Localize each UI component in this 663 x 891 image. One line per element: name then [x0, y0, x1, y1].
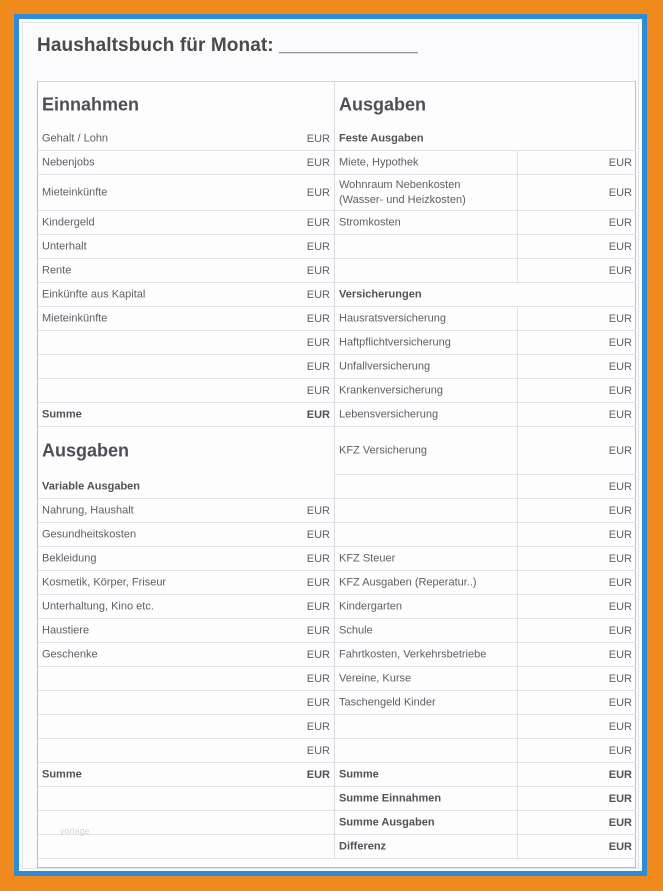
currency-label: EUR	[608, 384, 632, 397]
income-row-label: Rente	[42, 264, 72, 276]
insurance-heading	[335, 283, 636, 307]
expense-row-label: Kosmetik, Körper, Friseur	[42, 576, 167, 588]
income-row	[38, 235, 334, 259]
income-row	[38, 259, 334, 283]
currency-label: EUR	[608, 444, 632, 457]
currency-label: EUR	[306, 288, 330, 301]
currency-label: EUR	[608, 600, 632, 613]
currency-label: EUR	[608, 408, 632, 421]
column-divider	[517, 619, 518, 642]
expense-row-label: Bekleidung	[42, 552, 97, 564]
income-heading-label: Einnahmen	[42, 94, 140, 114]
right-expense-heading	[335, 82, 636, 127]
insurance-row	[335, 691, 636, 715]
summary-row-label: Summe Ausgaben	[339, 816, 435, 828]
currency-label: EUR	[608, 186, 632, 199]
expense-row	[38, 691, 334, 715]
column-divider	[517, 175, 518, 210]
currency-label: EUR	[306, 624, 330, 637]
currency-label: EUR	[608, 216, 632, 229]
column-divider	[517, 151, 518, 174]
inner-frame	[22, 22, 639, 869]
currency-label: EUR	[306, 672, 330, 685]
currency-label: EUR	[608, 768, 632, 781]
currency-label: EUR	[608, 816, 632, 829]
currency-label: EUR	[608, 624, 632, 637]
income-row	[38, 307, 334, 331]
income-row	[38, 379, 334, 403]
income-row	[38, 331, 334, 355]
expense-row	[38, 619, 334, 643]
insurance-row-label: Krankenversicherung	[339, 384, 443, 396]
currency-label: EUR	[608, 264, 632, 277]
column-divider	[517, 715, 518, 738]
insurance-row-label: Kindergarten	[339, 600, 402, 612]
page-frame	[14, 14, 647, 876]
expense-row	[38, 667, 334, 691]
income-row-label: Gehalt / Lohn	[42, 132, 109, 144]
insurance-row-label: Taschengeld Kinder	[339, 696, 436, 708]
fixed-expense-row	[335, 175, 636, 211]
column-divider	[517, 547, 518, 570]
right-expense-heading-label: Ausgaben	[339, 94, 427, 114]
column-divider	[517, 475, 518, 498]
summary-row-label: Summe	[339, 768, 379, 780]
column-divider	[517, 595, 518, 618]
expense-row	[38, 523, 334, 547]
expense-row	[38, 571, 334, 595]
income-row-label: Summe	[42, 408, 82, 420]
insurance-row-label: Vereine, Kurse	[339, 672, 412, 684]
currency-label: EUR	[608, 480, 632, 493]
expense-row	[38, 763, 334, 787]
column-divider	[517, 835, 518, 858]
currency-label: EUR	[306, 648, 330, 661]
currency-label: EUR	[306, 600, 330, 613]
page-title: Haushaltsbuch für Monat: _____________	[37, 35, 418, 56]
summary-row	[335, 763, 636, 787]
currency-label: EUR	[306, 336, 330, 349]
expense-row-label: Haustiere	[42, 624, 90, 636]
income-row-label: Kindergeld	[42, 216, 95, 228]
income-row	[38, 403, 334, 427]
column-divider	[517, 571, 518, 594]
right-column	[334, 82, 636, 859]
currency-label: EUR	[306, 156, 330, 169]
summary-row-label: Summe Einnahmen	[339, 792, 442, 804]
column-divider	[517, 331, 518, 354]
income-row-label: Mieteinkünfte	[42, 312, 108, 324]
insurance-row	[335, 307, 636, 331]
column-divider	[517, 763, 518, 786]
fixed-expense-row	[335, 259, 636, 283]
expense-heading-label: Ausgaben	[42, 440, 130, 461]
currency-label: EUR	[306, 552, 330, 565]
fixed-expense-row-label: Miete, Hypothek	[339, 156, 419, 168]
expense-row	[38, 595, 334, 619]
currency-label: EUR	[608, 552, 632, 565]
currency-label: EUR	[608, 360, 632, 373]
column-divider	[517, 379, 518, 402]
insurance-row-label: KFZ Steuer	[339, 552, 396, 564]
column-divider	[517, 523, 518, 546]
summary-row	[335, 787, 636, 811]
currency-label: EUR	[306, 132, 330, 145]
summary-row	[335, 835, 636, 859]
income-row	[38, 211, 334, 235]
column-divider	[517, 739, 518, 762]
column-divider	[517, 259, 518, 282]
currency-label: EUR	[608, 504, 632, 517]
insurance-row	[335, 643, 636, 667]
empty-row	[38, 787, 334, 811]
fixed-expense-row-label: Wohnraum Nebenkosten (Wasser- und Heizkosten)	[339, 178, 466, 206]
insurance-row	[335, 475, 636, 499]
currency-label: EUR	[608, 156, 632, 169]
column-divider	[517, 787, 518, 810]
expense-row	[38, 643, 334, 667]
currency-label: EUR	[608, 240, 632, 253]
insurance-row	[335, 739, 636, 763]
column-divider	[517, 691, 518, 714]
currency-label: EUR	[306, 408, 330, 421]
currency-label: EUR	[608, 576, 632, 589]
currency-label: EUR	[306, 744, 330, 757]
column-divider	[517, 427, 518, 474]
income-row-label: Unterhalt	[42, 240, 87, 252]
expense-row-label: Unterhaltung, Kino etc.	[42, 600, 154, 612]
insurance-row	[335, 403, 636, 427]
column-divider	[517, 811, 518, 834]
expense-row	[38, 715, 334, 739]
currency-label: EUR	[306, 528, 330, 541]
income-row	[38, 355, 334, 379]
column-divider	[517, 643, 518, 666]
expense-row-label: Gesundheitskosten	[42, 528, 137, 540]
income-heading	[38, 82, 334, 127]
income-row-label: Nebenjobs	[42, 156, 95, 168]
currency-label: EUR	[306, 576, 330, 589]
insurance-row	[335, 595, 636, 619]
fixed-expense-row	[335, 211, 636, 235]
currency-label: EUR	[306, 696, 330, 709]
expense-row	[38, 739, 334, 763]
empty-row	[38, 835, 334, 859]
expense-row	[38, 547, 334, 571]
insurance-row-label: Schule	[339, 624, 373, 636]
currency-label: EUR	[306, 312, 330, 325]
insurance-row	[335, 667, 636, 691]
insurance-row	[335, 523, 636, 547]
column-divider	[517, 667, 518, 690]
currency-label: EUR	[306, 216, 330, 229]
variable-expenses-heading-label: Variable Ausgaben	[42, 480, 141, 492]
insurance-row	[335, 499, 636, 523]
insurance-row-label: Unfallversicherung	[339, 360, 431, 372]
fixed-expenses-heading-label: Feste Ausgaben	[339, 132, 424, 144]
insurance-row-label: KFZ Versicherung	[339, 444, 428, 456]
currency-label: EUR	[608, 840, 632, 853]
summary-row	[335, 811, 636, 835]
insurance-row	[335, 355, 636, 379]
insurance-row	[335, 331, 636, 355]
column-divider	[517, 211, 518, 234]
insurance-row	[335, 619, 636, 643]
expense-row-label: Nahrung, Haushalt	[42, 504, 134, 516]
column-divider	[517, 355, 518, 378]
currency-label: EUR	[306, 768, 330, 781]
column-divider	[517, 499, 518, 522]
variable-expenses-heading	[38, 475, 334, 499]
watermark: vorlage	[60, 826, 90, 836]
fixed-expense-row-label: Stromkosten	[339, 216, 401, 228]
insurance-heading-label: Versicherungen	[339, 288, 422, 300]
insurance-row	[335, 571, 636, 595]
currency-label: EUR	[608, 744, 632, 757]
insurance-row-label: KFZ Ausgaben (Reperatur..)	[339, 576, 477, 588]
insurance-row	[335, 715, 636, 739]
expense-row-label: Summe	[42, 768, 82, 780]
currency-label: EUR	[608, 720, 632, 733]
currency-label: EUR	[306, 264, 330, 277]
insurance-row-label: Lebensversicherung	[339, 408, 439, 420]
budget-table	[37, 81, 636, 868]
fixed-expenses-heading	[335, 127, 636, 151]
currency-label: EUR	[306, 186, 330, 199]
insurance-row-label: Haftpflichtversicherung	[339, 336, 451, 348]
income-row	[38, 283, 334, 307]
insurance-row-label: Fahrtkosten, Verkehrsbetriebe	[339, 648, 487, 660]
insurance-row	[335, 427, 636, 475]
currency-label: EUR	[608, 312, 632, 325]
currency-label: EUR	[306, 240, 330, 253]
expense-row-label: Geschenke	[42, 648, 98, 660]
column-divider	[517, 307, 518, 330]
insurance-row	[335, 547, 636, 571]
currency-label: EUR	[306, 360, 330, 373]
summary-row-label: Differenz	[339, 840, 387, 852]
expense-row	[38, 499, 334, 523]
column-divider	[517, 235, 518, 258]
currency-label: EUR	[608, 672, 632, 685]
currency-label: EUR	[306, 384, 330, 397]
fixed-expense-row	[335, 151, 636, 175]
fixed-expense-row	[335, 235, 636, 259]
currency-label: EUR	[306, 504, 330, 517]
currency-label: EUR	[608, 648, 632, 661]
currency-label: EUR	[608, 336, 632, 349]
currency-label: EUR	[608, 792, 632, 805]
insurance-row-label: Hausratsversicherung	[339, 312, 446, 324]
left-column	[38, 82, 334, 859]
currency-label: EUR	[608, 696, 632, 709]
column-divider	[517, 403, 518, 426]
income-row	[38, 127, 334, 151]
income-row	[38, 151, 334, 175]
insurance-row	[335, 379, 636, 403]
currency-label: EUR	[608, 528, 632, 541]
income-row-label: Mieteinkünfte	[42, 186, 108, 198]
expense-heading	[38, 427, 334, 475]
currency-label: EUR	[306, 720, 330, 733]
income-row-label: Einkünfte aus Kapital	[42, 288, 146, 300]
income-row	[38, 175, 334, 211]
